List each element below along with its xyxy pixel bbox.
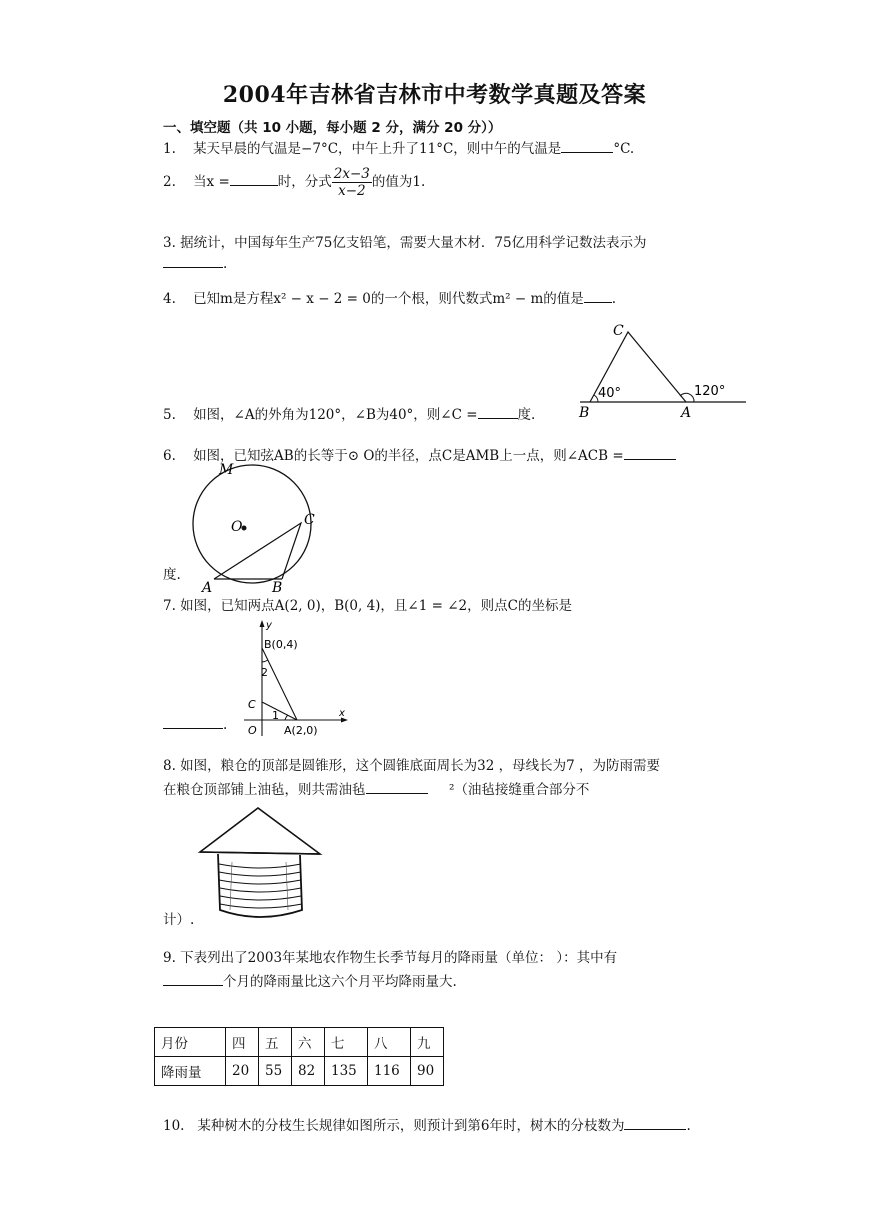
q10-number: 10. xyxy=(163,1118,185,1134)
q7-axis-y: y xyxy=(266,620,272,631)
q9-line2-wrap xyxy=(163,970,457,990)
question-5 xyxy=(163,403,535,423)
table-cell: 七 xyxy=(325,1028,368,1057)
q7-suffix: . xyxy=(223,717,228,733)
table-cell: 降雨量 xyxy=(155,1057,226,1086)
table-cell: 六 xyxy=(292,1028,325,1057)
q7-label-c: C xyxy=(248,698,256,711)
q6-answer-blank[interactable] xyxy=(624,447,676,460)
q4-text: 已知m是方程x² − x − 2 = 0的一个根，则代数式m² − m的值是 xyxy=(193,291,584,307)
table-row xyxy=(155,1057,444,1086)
table-cell: 九 xyxy=(411,1028,444,1057)
q4-number: 4. xyxy=(163,291,176,307)
q6-label-a: A xyxy=(202,580,213,596)
q5-number: 5. xyxy=(163,407,176,423)
table-cell: 八 xyxy=(368,1028,411,1057)
q5-label-b: B xyxy=(579,405,590,420)
q5-angle-a: 120° xyxy=(694,384,726,399)
q2-number: 2. xyxy=(163,174,176,190)
q5-angle-b: 40° xyxy=(598,386,622,401)
q1-suffix: °C. xyxy=(613,141,635,157)
q6-label-c: C xyxy=(304,512,315,528)
table-cell: 月份 xyxy=(155,1028,226,1057)
table-cell: 135 xyxy=(325,1057,368,1086)
rainfall-table xyxy=(154,1027,444,1086)
q2-fraction xyxy=(332,166,372,199)
q2-mid: 时，分式 xyxy=(277,174,332,190)
q8-line2 xyxy=(163,778,589,798)
q2-numerator: 2x−3 xyxy=(333,166,370,182)
q7-coordinate-figure xyxy=(240,618,355,740)
q10-answer-blank[interactable] xyxy=(624,1117,686,1130)
q7-axis-x: x xyxy=(339,708,345,719)
table-row xyxy=(155,1028,444,1057)
table-cell: 四 xyxy=(226,1028,259,1057)
q1-text: 某天早晨的气温是−7°C，中午上升了11°C，则中午的气温是 xyxy=(193,141,562,157)
q8-line1: 8. 如图，粮仓的顶部是圆锥形，这个圆锥底面周长为32 ，母线长为7 ，为防雨需要 xyxy=(163,758,661,774)
table-cell: 90 xyxy=(411,1057,444,1086)
q1-number: 1. xyxy=(163,141,176,157)
q7-text: 7. 如图，已知两点A(2, 0)，B(0, 4)，且∠1 = ∠2，则点C的坐标是 xyxy=(163,598,572,614)
q10-text: 某种树木的分枝生长规律如图所示，则预计到第6年时，树木的分枝数为 xyxy=(197,1118,625,1134)
q5-text: 如图，∠A的外角为120°，∠B为40°，则∠C = xyxy=(193,407,478,423)
q5-suffix: 度. xyxy=(517,407,536,423)
q6-text: 如图，已知弦AB的长等于⊙ O的半径，点C是AMB上一点，则∠ACB = xyxy=(193,448,624,464)
page-title: 2004年吉林省吉林市中考数学真题及答案 xyxy=(222,82,647,108)
q6-label-b: B xyxy=(272,580,283,596)
q8-answer-blank[interactable] xyxy=(366,781,428,794)
q6-number: 6. xyxy=(163,448,176,464)
q5-label-c: C xyxy=(613,323,624,339)
q3-answer-blank[interactable] xyxy=(163,255,223,268)
q5-label-a: A xyxy=(681,405,692,420)
q6-circle-figure xyxy=(185,458,335,596)
q6-label-o: O xyxy=(231,519,243,535)
q7-label-b: B(0,4) xyxy=(264,638,298,651)
q10-suffix: . xyxy=(686,1118,691,1134)
q9-line2: 个月的降雨量比这六个月平均降雨量大. xyxy=(223,974,457,990)
q9-answer-blank[interactable] xyxy=(163,973,223,986)
table-cell: 20 xyxy=(226,1057,259,1086)
q4-suffix: . xyxy=(611,291,617,307)
q7-answer-blank[interactable] xyxy=(163,716,223,729)
q3-line2 xyxy=(163,255,227,272)
question-1 xyxy=(163,137,634,157)
question-4 xyxy=(163,287,616,307)
q3-suffix: . xyxy=(223,256,228,272)
q6-label-m: M xyxy=(219,462,234,478)
table-cell: 82 xyxy=(292,1057,325,1086)
question-10 xyxy=(163,1114,691,1134)
table-cell: 五 xyxy=(259,1028,292,1057)
table-cell: 116 xyxy=(368,1057,411,1086)
q8-granary-figure xyxy=(196,806,324,924)
q7-label-a: A(2,0) xyxy=(284,724,318,737)
q2-pre: 当x = xyxy=(193,174,230,190)
q3-line1: 3. 据统计，中国每年生产75亿支铅笔，需要大量木材．75亿用科学记数法表示为 xyxy=(163,235,647,251)
q5-answer-blank[interactable] xyxy=(478,406,518,419)
question-2 xyxy=(163,166,425,199)
q7-angle-2: 2 xyxy=(261,666,268,679)
q2-answer-blank[interactable] xyxy=(230,173,278,186)
q7-angle-1: 1 xyxy=(272,709,279,722)
q8-line2b: ²（油毡接缝重合部分不 xyxy=(448,782,590,798)
q8-line3: 计）. xyxy=(163,912,195,928)
q4-answer-blank[interactable] xyxy=(584,290,612,303)
q9-line1: 9. 下表列出了2003年某地农作物生长季节每月的降雨量（单位： ）：其中有 xyxy=(163,950,618,966)
q5-triangle-figure xyxy=(570,320,750,420)
q8-line2a: 在粮仓顶部铺上油毡，则共需油毡 xyxy=(163,782,366,798)
q2-suffix: 的值为1. xyxy=(371,174,426,190)
table-cell: 55 xyxy=(259,1057,292,1086)
q6-suffix: 度. xyxy=(163,567,181,583)
q1-answer-blank[interactable] xyxy=(561,140,613,153)
q7-answer-line xyxy=(163,716,227,733)
q2-denominator: x−2 xyxy=(338,183,366,199)
q7-label-o: O xyxy=(248,724,257,737)
section-heading: 一、填空题（共 10 小题，每小题 2 分，满分 20 分）） xyxy=(163,120,502,136)
